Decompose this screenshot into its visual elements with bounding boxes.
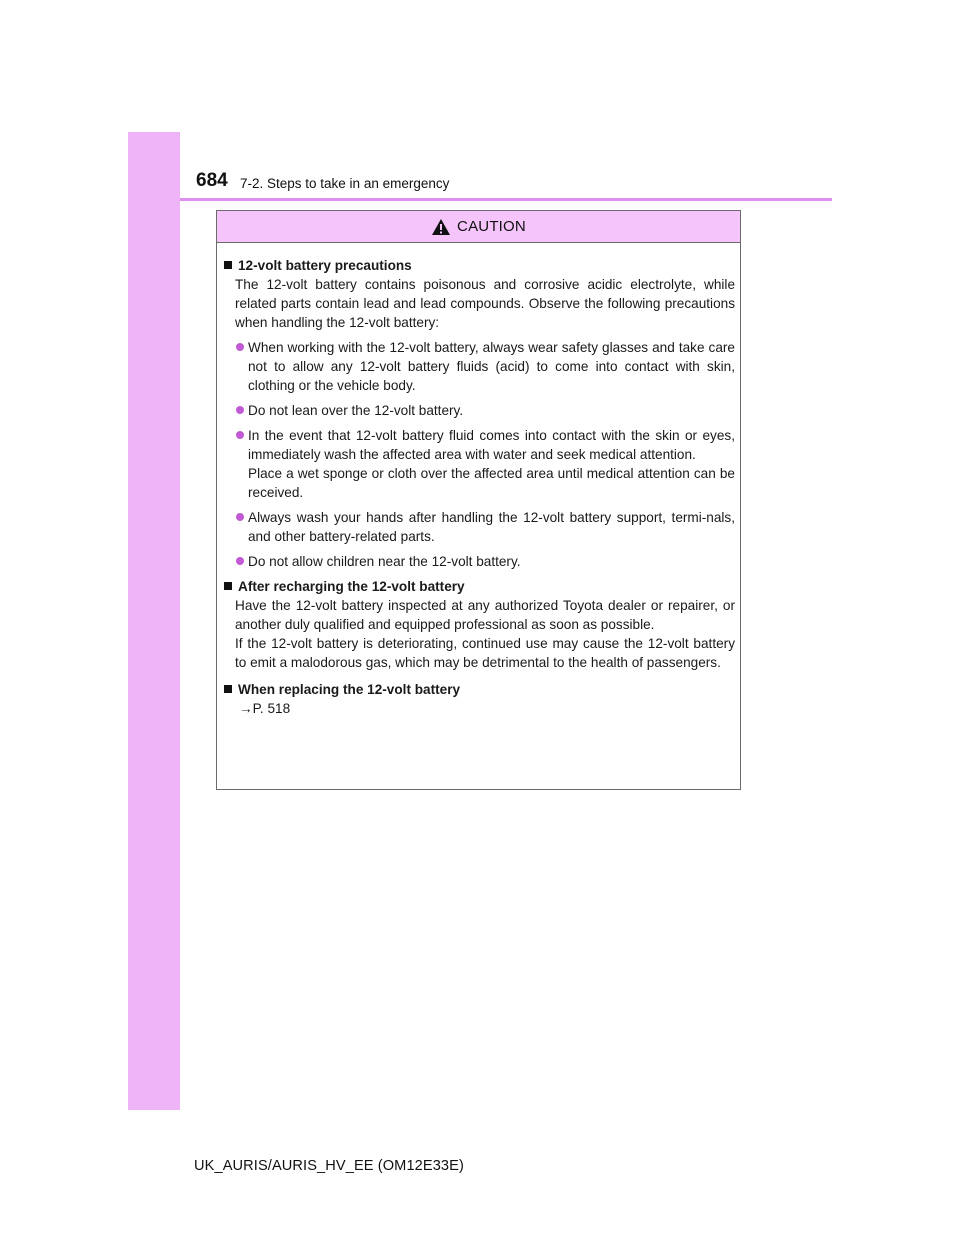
section-heading <box>222 577 735 596</box>
list-item <box>222 552 735 571</box>
chapter-side-tab <box>128 132 180 1110</box>
section-paragraph <box>222 596 735 672</box>
paragraph-text: The 12-volt battery contains poisonous and corrosive acidic electrolyte, while related parts contain lead and lead compounds. Observe the following precautions when handling the 12-volt battery: <box>235 277 735 330</box>
section-title: 7-2. Steps to take in an emergency <box>240 176 450 191</box>
bullet-list <box>222 338 735 571</box>
section-heading-text: When replacing the 12-volt battery <box>238 682 461 697</box>
caution-box <box>216 210 741 790</box>
warning-triangle-icon <box>431 218 451 236</box>
round-bullet-icon <box>236 557 244 565</box>
list-item <box>222 508 735 546</box>
paragraph-text: Have the 12-volt battery inspected at any authorized Toyota dealer or repairer, or another duly qualified and equipped professional as soon as possible. <box>235 598 735 632</box>
caution-section-after-recharging <box>222 577 735 672</box>
page-number: 684 <box>196 170 228 191</box>
section-heading <box>222 680 735 699</box>
bullet-text: Do not allow children near the 12-volt battery. <box>248 554 521 569</box>
square-bullet-icon <box>224 685 232 693</box>
bullet-text: When working with the 12-volt battery, always wear safety glasses and take care not to allow any 12-volt battery fluids (acid) to come into contact with skin, clothing or the vehicle body. <box>248 340 735 393</box>
caution-section-battery-precautions <box>222 256 735 571</box>
round-bullet-icon <box>236 431 244 439</box>
round-bullet-icon <box>236 343 244 351</box>
list-item <box>222 401 735 420</box>
caution-header <box>217 211 740 243</box>
round-bullet-icon <box>236 513 244 521</box>
bullet-text: Place a wet sponge or cloth over the affected area until medical attention can be received. <box>248 466 735 500</box>
round-bullet-icon <box>236 406 244 414</box>
footer-model-code: UK_AURIS/AURIS_HV_EE (OM12E33E) <box>194 1158 464 1174</box>
list-item <box>222 338 735 395</box>
header-divider <box>180 198 832 201</box>
bullet-text: In the event that 12-volt battery fluid comes into contact with the skin or eyes, immediately wash the affected area with water and seek medical attention. <box>248 428 735 462</box>
caution-body <box>217 243 740 718</box>
square-bullet-icon <box>224 582 232 590</box>
section-heading-text: 12-volt battery precautions <box>238 258 412 273</box>
section-paragraph <box>222 275 735 332</box>
section-heading-text: After recharging the 12-volt battery <box>238 579 465 594</box>
paragraph-text: If the 12-volt battery is deteriorating, continued use may cause the 12-volt battery to emit a malodorous gas, which may be detrimental to the health of passengers. <box>235 636 735 670</box>
bullet-text: Do not lean over the 12-volt battery. <box>248 403 464 418</box>
square-bullet-icon <box>224 261 232 269</box>
caution-title: CAUTION <box>457 218 526 235</box>
page-reference-link[interactable]: →P. 518 <box>239 701 291 716</box>
caution-section-replacing <box>222 680 735 718</box>
bullet-text: Always wash your hands after handling the 12-volt battery support, termi-nals, and other battery-related parts. <box>248 510 735 544</box>
section-heading <box>222 256 735 275</box>
list-item <box>222 426 735 502</box>
